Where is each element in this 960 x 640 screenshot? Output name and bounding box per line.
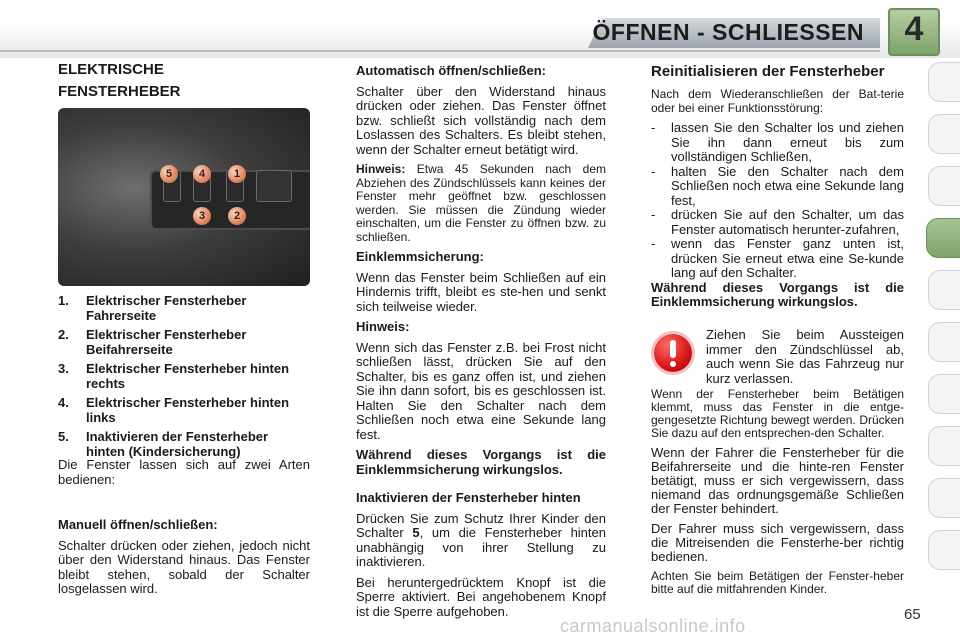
list-item: 1. Elektrischer Fensterheber Fahrerseite xyxy=(58,293,247,323)
subheading: Hinweis: xyxy=(356,319,410,334)
list-item: 3. Elektrischer Fensterheber hinten rechts xyxy=(58,361,290,391)
chapter-tab[interactable] xyxy=(928,166,960,206)
chapter-tab[interactable] xyxy=(928,530,960,570)
warning-line: Während dieses Vorgangs ist die Einklemmsicherung wirkungslos. xyxy=(356,447,606,477)
switch-list xyxy=(58,294,310,459)
switch-legend xyxy=(58,294,310,464)
manual-section xyxy=(58,518,310,603)
hint-paragraph: Hinweis: Etwa 45 Sekunden nach dem Abziehen des Zündschlüssels kann keines der Fenster mehr geöffnet bzw. geschlossen werden. Sie müssen die Zündung wieder einschalten, um die Fenster zu öffnen bzw. zu schließen. xyxy=(356,162,606,244)
page-title: ÖFFNEN - SCHLIESSEN xyxy=(592,19,864,45)
left-heading-block xyxy=(58,62,310,106)
chapter-number: 4 xyxy=(904,10,924,48)
subheading: Einklemmsicherung: xyxy=(356,249,484,264)
section-heading: Reinitialisieren der Fensterheber xyxy=(651,63,885,80)
warning-icon xyxy=(654,334,692,372)
chapter-tab[interactable] xyxy=(928,114,960,154)
subheading: Inaktivieren der Fensterheber hinten xyxy=(356,490,581,505)
warning-callout: Ziehen Sie beim Aussteigen immer den Zündschlüssel ab, auch wenn Sie das Fahrzeug nur kurz verlassen. xyxy=(706,327,904,386)
subheading: Automatisch öffnen/schließen: xyxy=(356,63,546,78)
chapter-tab[interactable] xyxy=(928,374,960,414)
chapter-tabs xyxy=(928,62,960,622)
chapter-tab[interactable] xyxy=(928,62,960,102)
chapter-tab-active[interactable] xyxy=(926,218,960,258)
intro-text: Die Fenster lassen sich auf zwei Arten bedienen: xyxy=(58,457,310,487)
paragraph: Nach dem Wiederanschließen der Bat-terie oder bei einer Funktionsstörung: xyxy=(651,87,904,115)
callout-5: 5 xyxy=(160,165,178,183)
paragraph: Drücken Sie zum Schutz Ihrer Kinder den Schalter 5, um die Fensterheber hinten unabhängig von ihrer Stellung zu inaktivieren. xyxy=(356,510,606,569)
paragraph: Bei heruntergedrücktem Knopf ist die Sperre aktiviert. Bei angehobenem Knopf ist die Sperre aufgehoben. xyxy=(356,574,606,619)
list-item: - halten Sie den Schalter nach dem Schließen noch etwa eine Sekunde lang fest, xyxy=(651,163,904,208)
paragraph: Wenn der Fensterheber beim Betätigen klemmt, muss das Fenster in die entge-gengesetzte Richtung bewegt werden. Drücken Sie dazu auf den entsprechen-den Schalter. xyxy=(651,387,904,440)
header-rule xyxy=(0,50,880,52)
watermark: carmanualsonline.info xyxy=(560,616,746,636)
warning-notes xyxy=(651,388,904,602)
section-heading: ELEKTRISCHE xyxy=(58,61,164,78)
paragraph: Achten Sie beim Betätigen der Fenster-heber bitte auf die mitfahrenden Kinder. xyxy=(651,569,904,596)
list-item: - wenn das Fenster ganz unten ist, drücken Sie erneut etwa eine Se-kunde lang auf den Schalter. xyxy=(651,236,904,280)
list-item: - drücken Sie auf den Schalter, um das Fenster automatisch herunter-zufahren, xyxy=(651,207,904,237)
callout-1: 1 xyxy=(228,165,246,183)
paragraph: Wenn sich das Fenster z.B. bei Frost nicht schließen lässt, drücken Sie auf den Schalter, bis es ganz offen ist, und ziehen Sie ihn dann sofort, bis es geschlossen ist. Halten Sie den Schalter nach dem Schließen noch etwa eine Sekunde lang fest. xyxy=(356,339,606,442)
list-item: 4. Elektrischer Fensterheber hinten links xyxy=(58,395,290,425)
callout-4: 4 xyxy=(193,165,211,183)
warning-line: Während dieses Vorgangs ist die Einklemmsicherung wirkungslos. xyxy=(651,279,904,309)
chapter-tab[interactable] xyxy=(928,270,960,310)
paragraph: Schalter drücken oder ziehen, jedoch nicht über den Widerstand hinaus. Das Fenster bleibt stehen, sobald der Schalter losgelassen wird. xyxy=(58,537,310,596)
paragraph: Wenn das Fenster beim Schließen auf ein Hindernis trifft, bleibt es ste-hen und senkt sich teilweise wieder. xyxy=(356,269,606,314)
paragraph: Der Fahrer muss sich vergewissern, dass die Mitreisenden die Fensterhe-ber richtig bedienen. xyxy=(651,521,904,564)
chapter-tab[interactable] xyxy=(928,426,960,466)
list-item: - lassen Sie den Schalter los und ziehen Sie ihn dann erneut bis zum vollständigen Schließen, xyxy=(651,120,904,164)
chapter-tab[interactable] xyxy=(928,478,960,518)
middle-column xyxy=(356,64,606,625)
right-column xyxy=(651,64,904,316)
list-item: 2. Elektrischer Fensterheber Beifahrerseite xyxy=(58,327,247,357)
section-heading: FENSTERHEBER xyxy=(58,83,181,100)
page-number: 65 xyxy=(904,606,921,623)
subheading: Manuell öffnen/schließen: xyxy=(58,517,218,532)
callout-3: 3 xyxy=(193,207,211,225)
callout-2: 2 xyxy=(228,207,246,225)
paragraph: Wenn der Fahrer die Fensterheber für die Beifahrerseite und die hinte-ren Fenster betätigt, muss er sich vergewissern, dass niemand das ordnungsgemäße Schließen der Fenster behindert. xyxy=(651,445,904,516)
paragraph: Schalter über den Widerstand hinaus drücken oder ziehen. Das Fenster öffnet bzw. schließt sich vollständig nach dem Loslassen des Schalters. Es bleibt stehen, wenn der Schalter erneut betätigt wird. xyxy=(356,83,606,157)
list-item: 5. Inaktivieren der Fensterheber hinten (Kindersicherung) xyxy=(58,429,269,459)
reinit-steps xyxy=(651,121,904,281)
mirror-switch xyxy=(256,170,292,202)
chapter-tab[interactable] xyxy=(928,322,960,362)
